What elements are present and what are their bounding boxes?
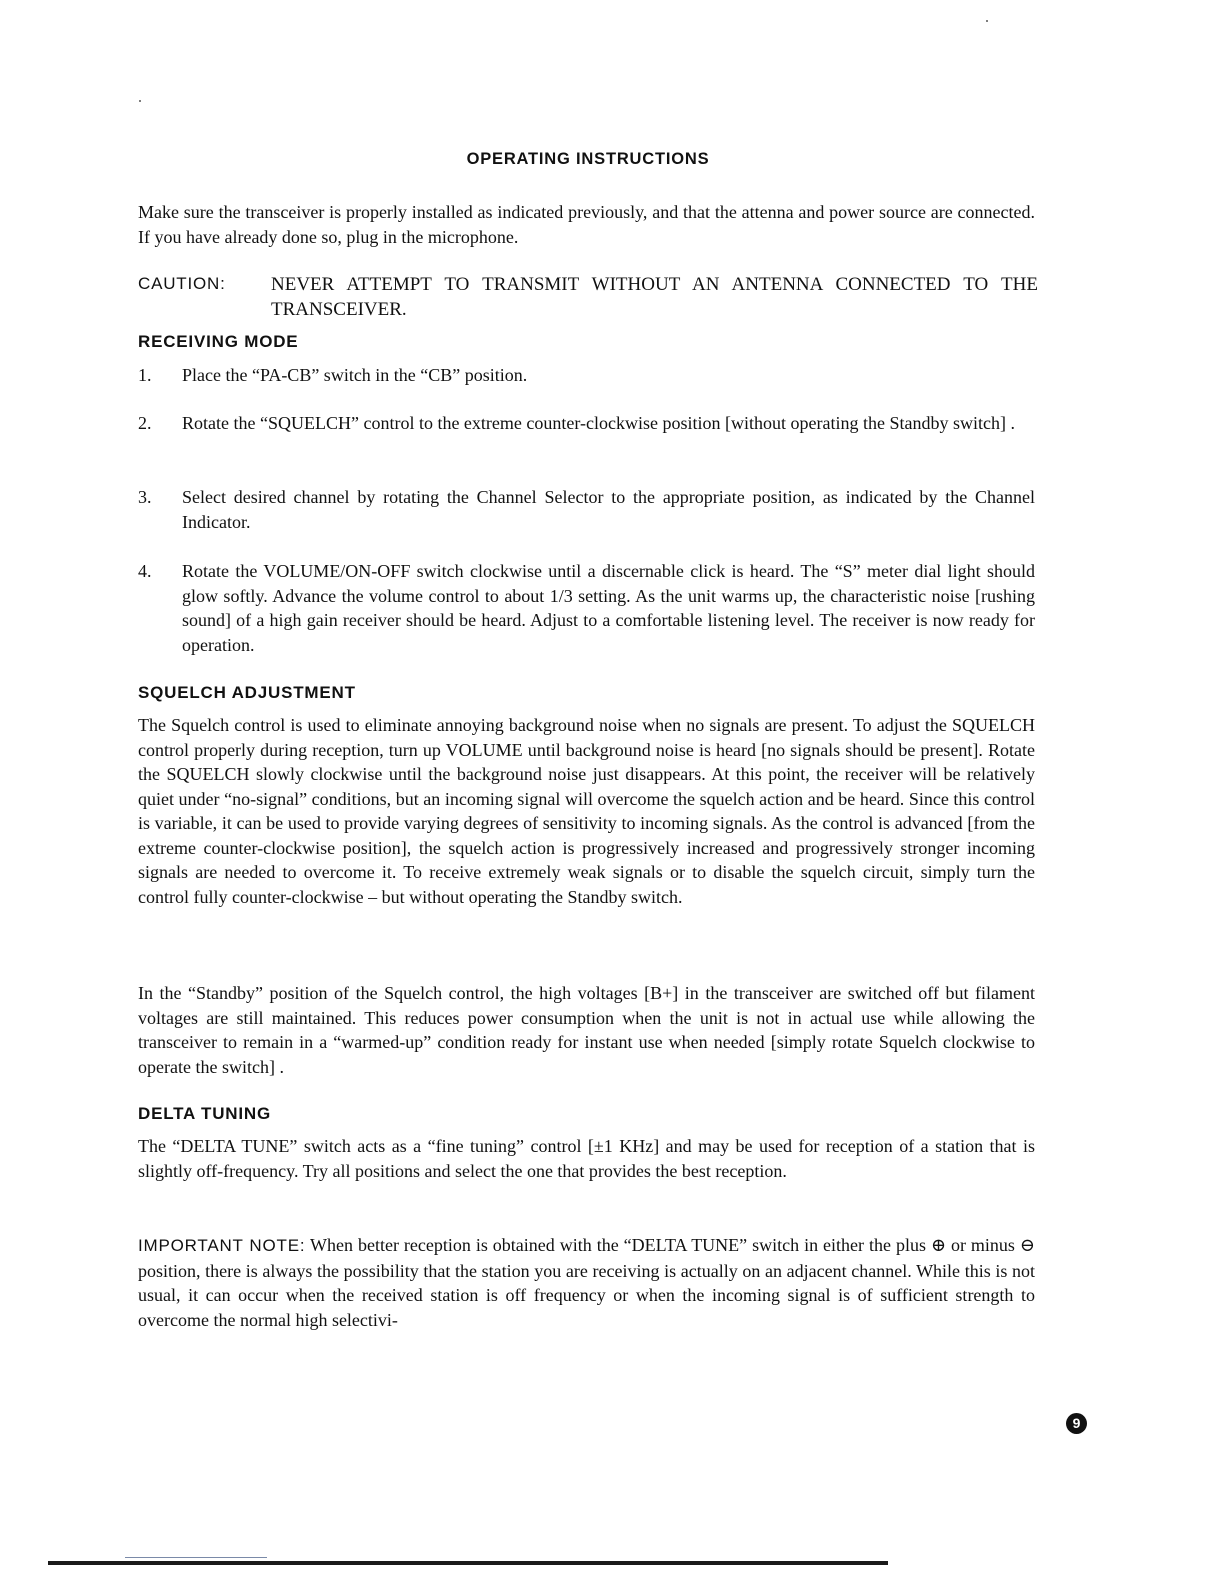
bottom-rule-thin (125, 1557, 267, 1558)
important-note-paragraph (138, 1233, 1035, 1332)
caution-text: NEVER ATTEMPT TO TRANSMIT WITHOUT AN ANTENNA CONNECTED TO THE TRANSCEIVER. (271, 274, 1038, 320)
step-number: 3. (138, 487, 152, 507)
delta-tuning-paragraph: The “DELTA TUNE” switch acts as a “fine tuning” control [±1 KHz] and may be used for reception of a station that is slightly off-frequency. Try all positions and select the one that provides the best reception. (138, 1136, 1035, 1181)
page-title: OPERATING INSTRUCTIONS (466, 150, 710, 168)
step-text: Place the “PA-CB” switch in the “CB” position. (182, 365, 528, 385)
receiving-mode-heading: RECEIVING MODE (138, 332, 299, 351)
important-note-text: When better reception is obtained with the “DELTA TUNE” switch in either the plus ⊕ or minus ⊖ position, there is always the possibility that the station you are receiving is actually on an adjacent channel. While this is not usual, it can occur when the received station is off frequency or when the incoming signal is of sufficient strength to overcome the normal high selectivi- (138, 1235, 1035, 1330)
step-text: Rotate the VOLUME/ON-OFF switch clockwise until a discernable click is heard. The “S” meter dial light should glow softly. Advance the volume control to about 1/3 setting. As the unit warms up, the characteristic noise [rushing sound] of a high gain receiver should be heard. Adjust to a comfortable listening level. The receiver is now ready for operation. (182, 561, 1035, 655)
bottom-rule (48, 1561, 888, 1565)
step-text: Rotate the “SQUELCH” control to the extreme counter-clockwise position [without operating the Standby switch] . (182, 413, 1015, 433)
delta-tuning-heading: DELTA TUNING (138, 1104, 271, 1123)
squelch-adjustment-heading: SQUELCH ADJUSTMENT (138, 683, 356, 702)
step-number: 2. (138, 413, 152, 433)
page-number-badge: 9 (1066, 1413, 1087, 1434)
scan-speck (986, 20, 988, 22)
step-number: 1. (138, 365, 152, 385)
standby-paragraph: In the “Standby” position of the Squelch control, the high voltages [B+] in the transceiver are switched off but filament voltages are still maintained. This reduces power consumption when the unit is not in actual use while allowing the transceiver to remain in a “warmed-up” condition ready for instant use when needed [simply rotate Squelch clockwise to operate the switch] . (138, 983, 1035, 1077)
step-text: Select desired channel by rotating the Channel Selector to the appropriate position, as indicated by the Channel Indicator. (182, 487, 1035, 532)
squelch-paragraph: The Squelch control is used to eliminate annoying background noise when no signals are present. To adjust the SQUELCH control properly during reception, turn up VOLUME until background noise is heard [no signals should be present]. Rotate the SQUELCH slowly clockwise until the background noise just disappears. At this point, the receiver will be relatively quiet under “no-signal” conditions, but an incoming signal will overcome the squelch action and be heard. Since this control is variable, it can be used to provide varying degrees of sensitivity to incoming signals. As the control is advanced [from the extreme counter-clockwise position], the squelch action is progressively increased and progressively stronger incoming signals are needed to overcome it. To receive extremely weak signals or to disable the squelch circuit, simply turn the control fully counter-clockwise – but without operating the Standby switch. (138, 715, 1035, 907)
scan-speck (139, 100, 141, 102)
step-number: 4. (138, 561, 152, 581)
caution-label: CAUTION: (138, 274, 226, 293)
intro-paragraph: Make sure the transceiver is properly installed as indicated previously, and that the attenna and power source are connected. If you have already done so, plug in the microphone. (138, 202, 1035, 247)
important-note-label: IMPORTANT NOTE: (138, 1236, 306, 1255)
